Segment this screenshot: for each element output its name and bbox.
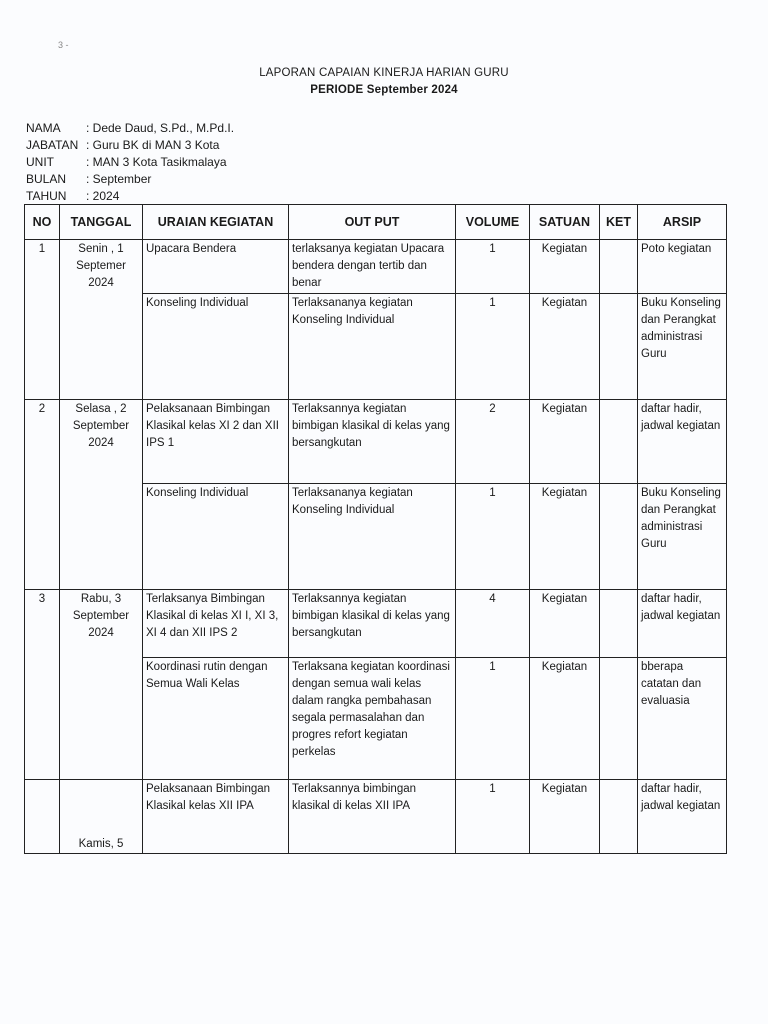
activity-volume: 4	[456, 590, 530, 658]
activity-volume: 1	[456, 240, 530, 294]
activity-description: Koordinasi rutin dengan Semua Wali Kelas	[143, 658, 289, 780]
info-label: TAHUN	[26, 189, 67, 203]
info-value: : Guru BK di MAN 3 Kota	[86, 138, 220, 152]
activity-description: Pelaksanaan Bimbingan Klasikal kelas XI 2 dan XII IPS 1	[143, 400, 289, 484]
activity-archive: Poto kegiatan	[638, 240, 727, 294]
activity-volume: 1	[456, 294, 530, 400]
info-label: NAMA	[26, 121, 61, 135]
row-date: Senin , 1 Septemer 2024	[60, 240, 143, 400]
activity-output: Terlaksannya bimbingan klasikal di kelas XII IPA	[289, 780, 456, 854]
col-header-ket: KET	[600, 205, 638, 240]
activity-output: Terlaksananya kegiatan Konseling Individual	[289, 294, 456, 400]
activity-unit: Kegiatan	[530, 590, 600, 658]
activity-output: Terlaksannya kegiatan bimbigan klasikal di kelas yang bersangkutan	[289, 400, 456, 484]
table-row	[25, 400, 727, 484]
activity-note	[600, 240, 638, 294]
activity-volume: 2	[456, 400, 530, 484]
row-number: 1	[25, 240, 60, 400]
activity-volume: 1	[456, 658, 530, 780]
table-header-row	[25, 205, 727, 240]
activity-note	[600, 400, 638, 484]
row-number: 3	[25, 590, 60, 780]
table-row	[25, 780, 727, 854]
col-header-output: OUT PUT	[289, 205, 456, 240]
activity-description: Konseling Individual	[143, 484, 289, 590]
activity-archive: daftar hadir, jadwal kegiatan	[638, 590, 727, 658]
info-value: : 2024	[86, 189, 120, 203]
col-header-arsip: ARSIP	[638, 205, 727, 240]
activity-description: Konseling Individual	[143, 294, 289, 400]
col-header-volume: VOLUME	[456, 205, 530, 240]
info-row-tahun	[26, 188, 234, 205]
report-period: PERIODE September 2024	[310, 84, 458, 96]
activity-archive: daftar hadir, jadwal kegiatan	[638, 780, 727, 854]
activity-output: Terlaksananya kegiatan Konseling Individual	[289, 484, 456, 590]
col-header-uraian: URAIAN KEGIATAN	[143, 205, 289, 240]
col-header-tanggal: TANGGAL	[60, 205, 143, 240]
activity-archive: Buku Konseling dan Perangkat administrasi Guru	[638, 294, 727, 400]
activity-note	[600, 484, 638, 590]
activity-volume: 1	[456, 780, 530, 854]
scan-mark: 3 -	[58, 40, 69, 50]
info-row-jabatan	[26, 137, 234, 154]
activity-unit: Kegiatan	[530, 240, 600, 294]
identity-block	[26, 120, 234, 205]
info-value: : September	[86, 172, 152, 186]
activity-unit: Kegiatan	[530, 294, 600, 400]
activity-output: terlaksanya kegiatan Upacara bendera dengan tertib dan benar	[289, 240, 456, 294]
activity-volume: 1	[456, 484, 530, 590]
activity-unit: Kegiatan	[530, 484, 600, 590]
row-number: 2	[25, 400, 60, 590]
row-date: Rabu, 3 September 2024	[60, 590, 143, 780]
activity-note	[600, 294, 638, 400]
activity-description: Terlaksanya Bimbingan Klasikal di kelas XI I, XI 3, XI 4 dan XII IPS 2	[143, 590, 289, 658]
activity-output: Terlaksana kegiatan koordinasi dengan semua wali kelas dalam rangka pembahasan segala permasalahan dan progres refort kegiatan perkelas	[289, 658, 456, 780]
info-label: UNIT	[26, 155, 54, 169]
info-row-unit	[26, 154, 234, 171]
activity-archive: daftar hadir, jadwal kegiatan	[638, 400, 727, 484]
info-label: BULAN	[26, 172, 67, 186]
activity-unit: Kegiatan	[530, 400, 600, 484]
activity-archive: bberapa catatan dan evaluasia	[638, 658, 727, 780]
info-row-bulan	[26, 171, 234, 188]
activity-unit: Kegiatan	[530, 780, 600, 854]
activity-archive: Buku Konseling dan Perangkat administrasi Guru	[638, 484, 727, 590]
info-value: : Dede Daud, S.Pd., M.Pd.I.	[86, 121, 235, 135]
row-date: Kamis, 5	[60, 780, 143, 854]
table-row	[25, 240, 727, 294]
row-date: Selasa , 2 September 2024	[60, 400, 143, 590]
activity-table	[24, 204, 727, 854]
activity-note	[600, 590, 638, 658]
activity-note	[600, 658, 638, 780]
info-row-nama	[26, 120, 234, 137]
activity-output: Terlaksannya kegiatan bimbigan klasikal di kelas yang bersangkutan	[289, 590, 456, 658]
report-title: LAPORAN CAPAIAN KINERJA HARIAN GURU	[259, 67, 509, 79]
activity-note	[600, 780, 638, 854]
table-row	[25, 590, 727, 658]
info-label: JABATAN	[26, 138, 79, 152]
activity-description: Upacara Bendera	[143, 240, 289, 294]
activity-description: Pelaksanaan Bimbingan Klasikal kelas XII IPA	[143, 780, 289, 854]
activity-unit: Kegiatan	[530, 658, 600, 780]
col-header-no: NO	[25, 205, 60, 240]
row-number	[25, 780, 60, 854]
col-header-satuan: SATUAN	[530, 205, 600, 240]
info-value: : MAN 3 Kota Tasikmalaya	[86, 155, 227, 169]
